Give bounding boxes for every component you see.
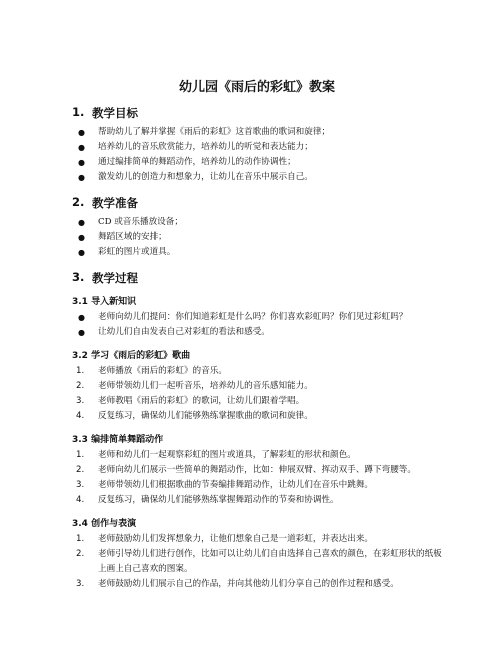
list-item: 1. 老师和幼儿们一起观察彩虹的图片或道具，了解彩虹的形状和颜色。 [72,448,442,463]
list-number: 3. [76,396,85,406]
list-item: 2. 老师带领幼儿们一起听音乐，培养幼儿的音乐感知能力。 [72,379,442,394]
list-number: 1. [76,450,85,460]
dance-steps-list [72,448,442,508]
list-item: ● 彩虹的图片或道具。 [72,245,442,260]
section-heading-process [72,270,442,286]
section-number: 2. [72,195,85,209]
bullet-icon: ● [78,313,85,322]
subsection-heading: 3.4 创作与表演 [72,519,137,529]
list-item: ● 让幼儿们自由发表自己对彩虹的看法和感受。 [72,325,442,340]
list-number: 2. [76,549,85,559]
list-item: ● 培养幼儿的音乐欣赏能力，培养幼儿的听觉和表达能力； [72,140,442,155]
list-item: ● 老师向幼儿们提问：你们知道彩虹是什么吗？你们喜欢彩虹吗？你们见过彩虹吗？ [72,310,442,325]
list-number: 3. [76,579,85,589]
list-number: 1. [76,534,85,544]
objectives-list [72,125,442,185]
list-item: ● 帮助幼儿了解并掌握《雨后的彩虹》这首歌曲的歌词和旋律； [72,125,442,140]
bullet-icon: ● [78,143,85,152]
list-number: 1. [76,366,85,376]
intro-list [72,310,442,340]
section-title: 教学过程 [92,271,138,285]
bullet-icon: ● [78,328,85,337]
list-item: 3. 老师教唱《雨后的彩虹》的歌词，让幼儿们跟着学唱。 [72,394,442,409]
list-item: 3. 老师带领幼儿们根据歌曲的节奏编排舞蹈动作，让幼儿们在音乐中跳舞。 [72,478,442,493]
bullet-icon: ● [78,218,85,227]
creation-steps-list [72,532,442,592]
list-item: ● CD 或音乐播放设备； [72,215,442,230]
list-number: 4. [76,495,85,505]
list-item: 4. 反复练习，确保幼儿们能够熟练掌握舞蹈动作的节奏和协调性。 [72,493,442,508]
bullet-icon: ● [78,248,85,257]
section-heading-preparation [72,195,442,211]
list-item: 2. 老师向幼儿们展示一些简单的舞蹈动作，比如：伸展双臂、挥动双手、蹲下弯腰等。 [72,463,442,478]
song-steps-list [72,364,442,424]
section-title: 教学目标 [92,106,138,120]
list-number: 3. [76,480,85,490]
document-title: 幼儿园《雨后的彩虹》教案 [178,80,335,95]
bullet-icon: ● [78,158,85,167]
section-number: 3. [72,270,85,284]
list-item: 3. 老师鼓励幼儿们展示自己的作品，并向其他幼儿们分享自己的创作过程和感受。 [72,577,442,592]
list-item: 4. 反复练习，确保幼儿们能够熟练掌握歌曲的歌词和旋律。 [72,409,442,424]
list-item: ● 通过编排简单的舞蹈动作，培养幼儿的动作协调性； [72,155,442,170]
subsection-heading: 3.2 学习《雨后的彩虹》歌曲 [72,351,191,361]
bullet-icon: ● [78,173,85,182]
section-heading-objectives [72,105,442,121]
list-item: ● 激发幼儿的创造力和想象力，让幼儿在音乐中展示自己。 [72,170,442,185]
preparation-list [72,215,442,260]
list-number: 2. [76,465,85,475]
subsection-heading: 3.3 编排简单舞蹈动作 [72,435,164,445]
section-title: 教学准备 [92,196,138,210]
list-item: 1. 老师鼓励幼儿们发挥想象力，让他们想象自己是一道彩虹，并表达出来。 [72,532,442,547]
list-number: 4. [76,411,85,421]
bullet-icon: ● [78,128,85,137]
list-number: 2. [76,381,85,391]
bullet-icon: ● [78,233,85,242]
list-item: 2. 老师引导幼儿们进行创作，比如可以让幼儿们自由选择自己喜欢的颜色，在彩虹形状的纸板上画上自己喜欢的图案。 [76,549,442,574]
subsection-heading: 3.1 导入新知识 [72,297,137,307]
list-item: ● 舞蹈区域的安排； [72,230,442,245]
section-number: 1. [72,105,85,119]
list-item: 1. 老师播放《雨后的彩虹》的音乐。 [72,364,442,379]
